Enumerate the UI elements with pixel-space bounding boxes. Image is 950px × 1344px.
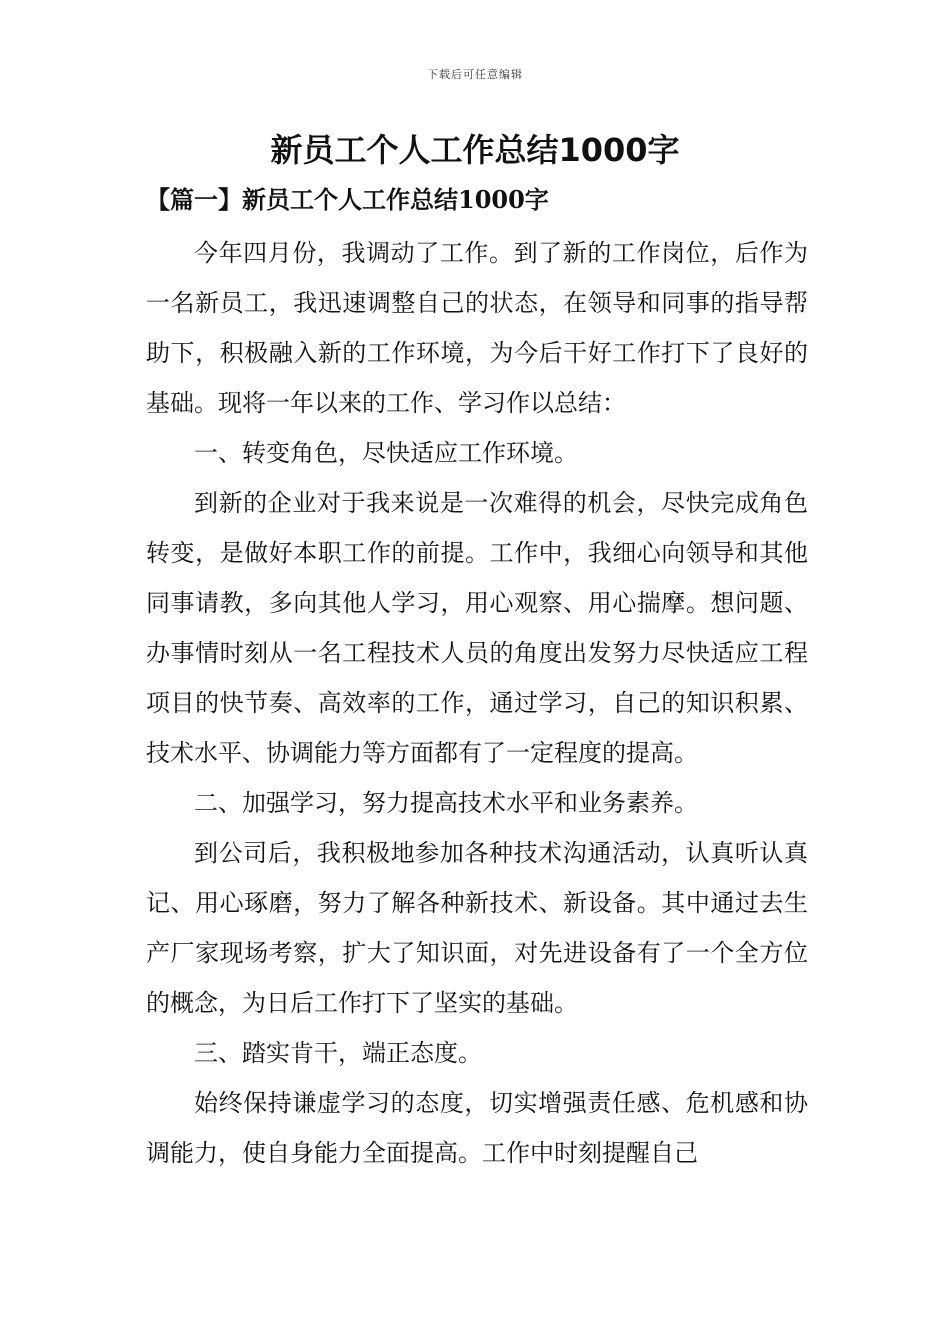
section-heading: 【篇一】新员工个人工作总结1000字 [146,185,549,214]
paragraph-learning: 到公司后，我积极地参加各种技术沟通活动，认真听认真记、用心琢磨，努力了解各种新技术、新设备。其中通过去生产厂家现场考察，扩大了知识面，对先进设备有了一个全方位的概念，为日后工作打下了坚实的基础。 [146,839,808,1017]
header-note: 下载后可任意编辑 [427,68,523,81]
paragraph-heading-3: 三、踏实肯干，端正态度。 [194,1039,482,1067]
paragraph-heading-2: 二、加强学习，努力提高技术水平和业务素养。 [194,789,698,817]
paragraph-intro: 今年四月份，我调动了工作。到了新的工作岗位，后作为一名新员工，我迅速调整自己的状态，在领导和同事的指导帮助下，积极融入新的工作环境，为今后干好工作打下了良好的基础。现将一年以来的工作、学习作以总结： [146,239,808,417]
paragraph-adapt: 到新的企业对于我来说是一次难得的机会，尽快完成角色转变，是做好本职工作的前提。工作中，我细心向领导和其他同事请教，多向其他人学习，用心观察、用心揣摩。想问题、办事情时刻从一名工程技术人员的角度出发努力尽快适应工程项目的快节奏、高效率的工作，通过学习，自己的知识积累、技术水平、协调能力等方面都有了一定程度的提高。 [146,489,808,767]
paragraph-attitude: 始终保持谦虚学习的态度，切实增强责任感、危机感和协调能力，使自身能力全面提高。工作中时刻提醒自己 [146,1089,808,1167]
paragraph-heading-1: 一、转变角色，尽快适应工作环境。 [194,439,578,467]
document-body [146,228,808,1178]
document-title: 新员工个人工作总结1000字 [270,131,680,169]
